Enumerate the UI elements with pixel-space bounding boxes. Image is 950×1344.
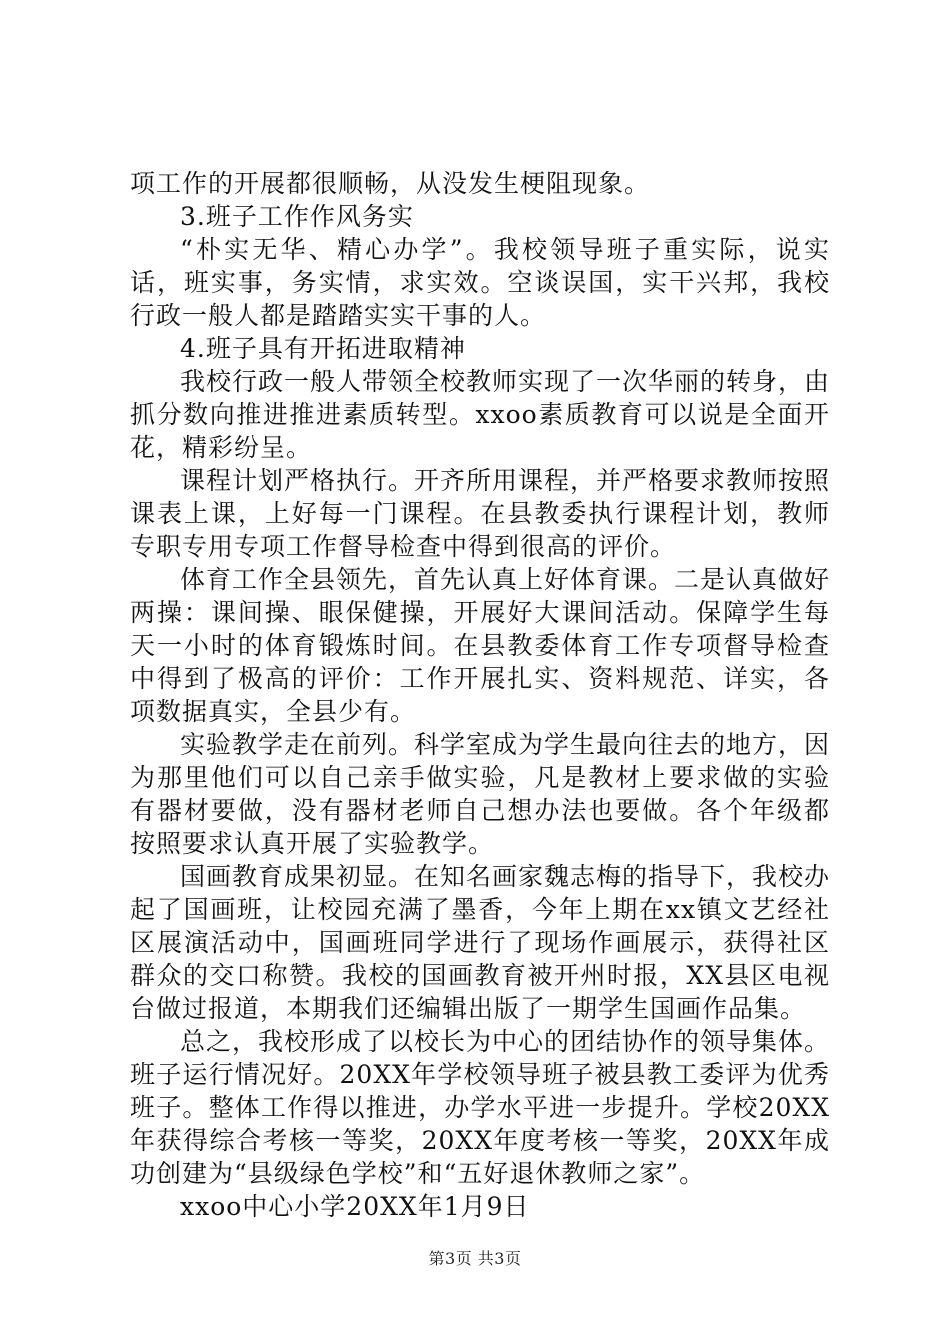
- paragraph-curriculum: 课程计划严格执行。开齐所用课程，并严格要求教师按照课表上课，上好每一门课程。在县教委执行课程计划，教师专职专用专项工作督导检查中得到很高的评价。: [130, 466, 831, 561]
- paragraph-work-style: “朴实无华、精心办学”。我校领导班子重实际，说实话，班实事，务实情，求实效。空谈误国，实干兴邦，我校行政一般人都是踏踏实实干事的人。: [130, 235, 830, 330]
- page-footer: 第3页 共3页: [428, 1249, 522, 1268]
- paragraph-continuation: 项工作的开展都很顺畅，从没发生梗阻现象。: [130, 169, 651, 198]
- section-heading-enterprising-spirit: 4.班子具有开拓进取精神: [180, 334, 466, 363]
- section-heading-work-style: 3.班子工作作风务实: [180, 202, 414, 231]
- document-body: [130, 167, 830, 1223]
- paragraph-painting: 国画教育成果初显。在知名画家魏志梅的指导下，我校办起了国画班，让校园充满了墨香，今年上期在xx镇文艺经社区展演活动中，国画班同学进行了现场作画展示，获得社区群众的交口称赞。我校的国画教育被开州时报，XX县区电视台做过报道，本期我们还编辑出版了一期学生国画作品集。: [130, 862, 831, 1023]
- paragraph-transformation: 我校行政一般人带领全校教师实现了一次华丽的转身，由抓分数向推进推进素质转型。xxoo素质教育可以说是全面开花，精彩纷呈。: [130, 367, 831, 462]
- signature-date: xxoo中心小学20XX年1月9日: [180, 1192, 530, 1221]
- paragraph-sports: 体育工作全县领先，首先认真上好体育课。二是认真做好两操：课间操、眼保健操，开展好大课间活动。保障学生每天一小时的体育锻炼时间。在县教委体育工作专项督导检查中得到了极高的评价：工作开展扎实、资料规范、详实，各项数据真实，全县少有。: [130, 565, 831, 726]
- paragraph-experiments: 实验教学走在前列。科学室成为学生最向往去的地方，因为那里他们可以自己亲手做实验，凡是教材上要求做的实验有器材要做，没有器材老师自己想办法也要做。各个年级都按照要求认真开展了实验教学。: [130, 730, 831, 858]
- paragraph-summary: 总之，我校形成了以校长为中心的团结协作的领导集体。班子运行情况好。20XX年学校领导班子被县教工委评为优秀班子。整体工作得以推进，办学水平进一步提升。学校20XX年获得综合考核一等奖，20XX年度考核一等奖，20XX年成功创建为“县级绿色学校”和“五好退休教师之家”。: [130, 1027, 831, 1188]
